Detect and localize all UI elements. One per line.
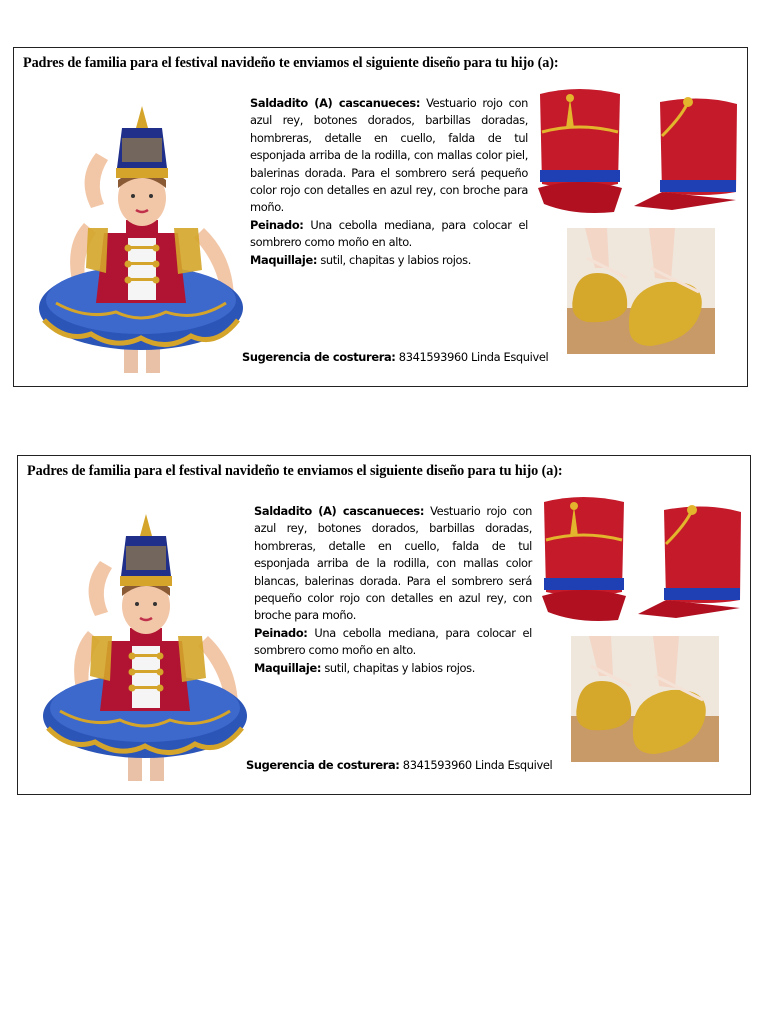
tailor-suggestion xyxy=(246,758,552,772)
costume-text: Vestuario rojo con azul rey, botones dorados, barbillas doradas, hombreras, detalle en cuello, falda de tul esponjada arriba de la rodilla, con mallas color piel, balerinas dorada. Para el sombrero será pequeño color rojo con detalles en azul rey, con broche para moño. xyxy=(250,96,528,215)
tailor-contact: 8341593960 Linda Esquivel xyxy=(402,758,553,772)
card-heading: Padres de familia para el festival navideño te enviamos el siguiente diseño para tu hijo (a): xyxy=(23,55,559,71)
costume-description xyxy=(254,503,532,677)
hair-label: Peinado: xyxy=(254,625,308,640)
makeup-text: sutil, chapitas y labios rojos. xyxy=(320,252,472,267)
hat-side-photo xyxy=(636,504,746,622)
hat-front-photo xyxy=(534,84,629,214)
makeup-text: sutil, chapitas y labios rojos. xyxy=(324,660,476,675)
tailor-suggestion xyxy=(242,350,548,364)
gold-shoes-photo xyxy=(567,228,715,354)
tailor-label: Sugerencia de costurera: xyxy=(242,350,396,364)
tailor-label: Sugerencia de costurera: xyxy=(246,758,400,772)
costume-text: Vestuario rojo con azul rey, botones dorados, barbillas doradas, hombreras, detalle en cuello, falda de tul esponjada arriba de la rodilla, con mallas color blancas, balerinas dorada. Para el sombrero será pequeño color rojo con detalles en azul rey, con broche para moño. xyxy=(254,504,532,623)
hair-text: Una cebolla mediana, para colocar el sombrero como moño en alto. xyxy=(250,217,528,250)
makeup-label: Maquillaje: xyxy=(250,252,318,267)
tailor-contact: 8341593960 Linda Esquivel xyxy=(398,350,549,364)
hair-label: Peinado: xyxy=(250,217,304,232)
child-costume-photo xyxy=(36,98,246,378)
costume-label: Saldadito (A) cascanueces: xyxy=(250,96,421,110)
card-heading: Padres de familia para el festival navideño te enviamos el siguiente diseño para tu hijo (a): xyxy=(27,463,563,479)
hair-text: Una cebolla mediana, para colocar el sombrero como moño en alto. xyxy=(254,625,532,658)
child-costume-photo xyxy=(40,506,250,786)
costume-label: Saldadito (A) cascanueces: xyxy=(254,504,425,518)
invitation-card-2 xyxy=(17,455,751,795)
invitation-card-1 xyxy=(13,47,748,387)
hat-side-photo xyxy=(632,96,742,214)
hat-front-photo xyxy=(538,492,633,622)
makeup-label: Maquillaje: xyxy=(254,660,322,675)
costume-description xyxy=(250,95,528,269)
gold-shoes-photo xyxy=(571,636,719,762)
